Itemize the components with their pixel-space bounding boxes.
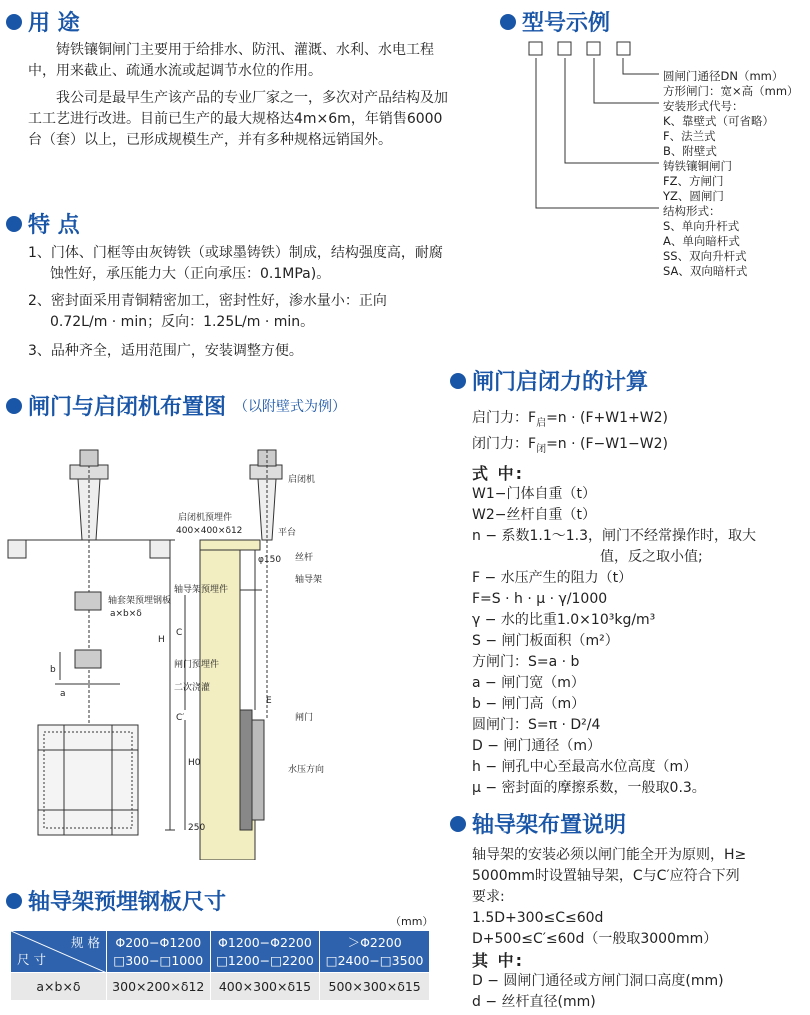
label-pingtai: 平台: [278, 528, 297, 538]
label-zhamen-yumai: 闸门预埋件: [174, 660, 220, 670]
label-dim-H: H: [158, 635, 165, 645]
label-qibiji: 启闭机: [288, 475, 316, 485]
section-heading-xinghao: 型号示例: [500, 6, 610, 37]
label-zhamen: 闸门: [295, 713, 314, 723]
label-gangban-size: a×b×δ: [110, 609, 142, 619]
formula-shizhong: 式 中:: [472, 463, 524, 483]
table-unit: （mm）: [390, 915, 434, 928]
tedian-item-1-line-1: 1、门体、门框等由灰铸铁（或球墨铸铁）制成，结构强度高，耐腐: [28, 245, 443, 261]
label-phi150: φ150: [258, 555, 282, 565]
bullet-icon: [6, 14, 22, 30]
bullet-icon: [6, 398, 22, 414]
legend-line: 铸铁镶铜闸门: [663, 159, 732, 173]
label-dim-E: E: [266, 696, 272, 706]
zhoudaojia-line: 5000mm时设置轴导架，C与C′应符合下列: [472, 868, 740, 884]
formula-line: a − 闸门宽（m）: [472, 674, 585, 691]
formula-line: 值，反之取小值;: [600, 548, 703, 565]
section-heading-jisuan: 闸门启闭力的计算: [450, 365, 648, 396]
layout-drawing: [0, 420, 440, 860]
formula-line: μ − 密封面的摩擦系数，一般取0.3。: [472, 779, 706, 796]
legend-line: YZ、圆闸门: [663, 189, 724, 203]
formula-line: F − 水压产生的阻力（t）: [472, 569, 633, 586]
label-sigan: 丝杆: [295, 553, 314, 563]
formula-line: b − 闸门高（m）: [472, 695, 586, 712]
section-heading-tedian: 特 点: [6, 208, 80, 239]
legend-line: SS、双向升杆式: [663, 249, 747, 263]
section-heading-gangban: 轴导架预埋钢板尺寸: [6, 885, 226, 916]
legend-line: K、靠壁式（可省略）: [663, 114, 775, 128]
zhoudaojia-qizhong: 其 中:: [472, 951, 524, 970]
legend-line: 安装形式代号：: [663, 99, 744, 113]
zhoudaojia-line: 轴导架的安装必须以闸门能全开为原则，H≥: [472, 847, 747, 863]
embed-plate-table: [10, 930, 430, 1001]
table-cell: 400×300×δ15: [210, 973, 320, 1001]
zhoudaojia-line: 1.5D+300≤C≤60d: [472, 910, 604, 926]
formula-line: F=S · h · μ · γ/1000: [472, 590, 608, 607]
formula-block: [472, 408, 756, 799]
formula-line: γ − 水的比重1.0×10³kg/m³: [472, 611, 656, 628]
legend-line: 圆闸门通径DN（mm）: [663, 69, 784, 83]
label-zhoudaojia: 轴导架: [295, 575, 323, 585]
tedian-list: [28, 243, 443, 362]
formula-line: D − 闸门通径（m）: [472, 737, 602, 754]
zhoudaojia-body: [472, 845, 746, 1013]
code-leader-lines: [536, 58, 659, 208]
formula-line: 方闸门：S=a · b: [472, 653, 580, 670]
table-col-header: Φ1200−Φ2200 □1200−□2200: [210, 931, 320, 973]
zhoudaojia-line: D+500≤C′≤60d（一般取3000mm）: [472, 931, 718, 947]
legend-line: SA、双向暗杆式: [663, 264, 748, 278]
model-code-legend: [663, 69, 799, 279]
zhoudaojia-line: D − 圆闸门通径或方闸门洞口高度(mm): [472, 973, 724, 989]
zhoudaojia-line: 要求:: [472, 889, 505, 905]
legend-line: B、附壁式: [663, 144, 717, 158]
yongtu-body: [28, 40, 448, 151]
code-box-product: [558, 42, 571, 55]
legend-line: 结构形式：: [663, 204, 721, 218]
table-cell: 500×300×δ15: [320, 973, 430, 1001]
yongtu-para-1: 铸铁镶铜闸门主要用于给排水、防汛、灌溉、水利、水电工程中，用来截止、疏通水流或起调节水位的作用。: [28, 42, 434, 79]
formula-line: W1−门体自重（t）: [472, 485, 596, 502]
formula-line: S − 闸门板面积（m²）: [472, 632, 619, 649]
table-row: [11, 973, 430, 1001]
yongtu-para-2: 我公司是最早生产该产品的专业厂家之一，多次对产品结构及加工工艺进行改进。目前已生产的最大规格达4m×6m，年销售6000台（套）以上，已形成规模生产，并有多种规格远销国外。: [28, 90, 448, 148]
formula-line: 圆闸门：S=π · D²/4: [472, 716, 601, 733]
zhoudaojia-line: d − 丝杆直径(mm): [472, 994, 596, 1010]
bullet-icon: [450, 373, 466, 389]
table-cell: 300×200×δ12: [107, 973, 211, 1001]
legend-line: 方形闸门：宽×高（mm）: [663, 84, 799, 98]
label-gangban: 轴套架预埋钢板: [108, 596, 172, 606]
formula-line: h − 闸孔中心至最高水位高度（m）: [472, 758, 698, 775]
table-col-header: ＞Φ2200 □2400−□3500: [320, 931, 430, 973]
label-yumaijian-size: 400×400×δ12: [176, 526, 243, 536]
code-box-structure: [529, 42, 542, 55]
section-heading-buzhi: 闸门与启闭机布置图 （以附壁式为例）: [6, 390, 346, 421]
tedian-item-1-line-2: 蚀性好，承压能力大（正向承压：0.1MPa)。: [50, 266, 331, 282]
section-heading-zhoudaojia: 轴导架布置说明: [450, 808, 626, 839]
bullet-icon: [6, 216, 22, 232]
label-yumaijian: 启闭机预埋件: [178, 513, 233, 523]
formula-line: n − 系数1.1～1.3，闸门不经常操作时，取大: [472, 527, 757, 544]
code-box-size: [617, 42, 630, 55]
table-corner-cell: 规 格 尺 寸: [11, 931, 107, 973]
label-dim-b: b: [50, 665, 56, 675]
label-dim-H0: H0: [188, 758, 201, 768]
formula-bimen: 闭门力：$F_闭=n \cdot (F-W1-W2)$: [472, 435, 668, 455]
table-header-row: [11, 931, 430, 973]
formula-qimen: 启门力：$F_启=n \cdot (F+W1+W2)$: [472, 410, 668, 429]
tedian-item-2-line-2: 0.72L/m · min；反向：1.25L/m · min。: [50, 314, 315, 330]
legend-line: F、法兰式: [663, 129, 716, 143]
table-row-label: a×b×δ: [11, 973, 107, 1001]
bullet-icon: [6, 893, 22, 909]
label-dim-a: a: [60, 689, 66, 699]
bullet-icon: [450, 816, 466, 832]
table-col-header: Φ200−Φ1200 □300−□1000: [107, 931, 211, 973]
legend-line: S、单向升杆式: [663, 219, 740, 233]
code-box-install: [587, 42, 600, 55]
side-section: [165, 450, 282, 860]
tedian-item-2-line-1: 2、密封面采用青铜精密加工，密封性好，渗水量小：正向: [28, 293, 387, 309]
legend-line: A、单向暗杆式: [663, 234, 740, 248]
label-dim-C2: C′: [176, 713, 185, 723]
label-shuiya: 水压方向: [288, 765, 325, 775]
front-elevation: [8, 450, 170, 835]
tedian-item-3: 3、品种齐全，适用范围广，安装调整方便。: [28, 343, 303, 359]
label-dim-C: C: [176, 628, 183, 638]
model-code-diagram: [525, 38, 665, 218]
label-zhoudaojia-yumai: 轴导架预埋件: [174, 585, 229, 595]
formula-line: W2−丝杆自重（t）: [472, 506, 596, 523]
section-heading-yongtu: 用 途: [6, 6, 80, 37]
legend-line: FZ、方闸门: [663, 174, 724, 188]
label-dim-250: 250: [188, 823, 206, 833]
label-erci: 二次浇灌: [174, 683, 211, 693]
bullet-icon: [500, 14, 516, 30]
